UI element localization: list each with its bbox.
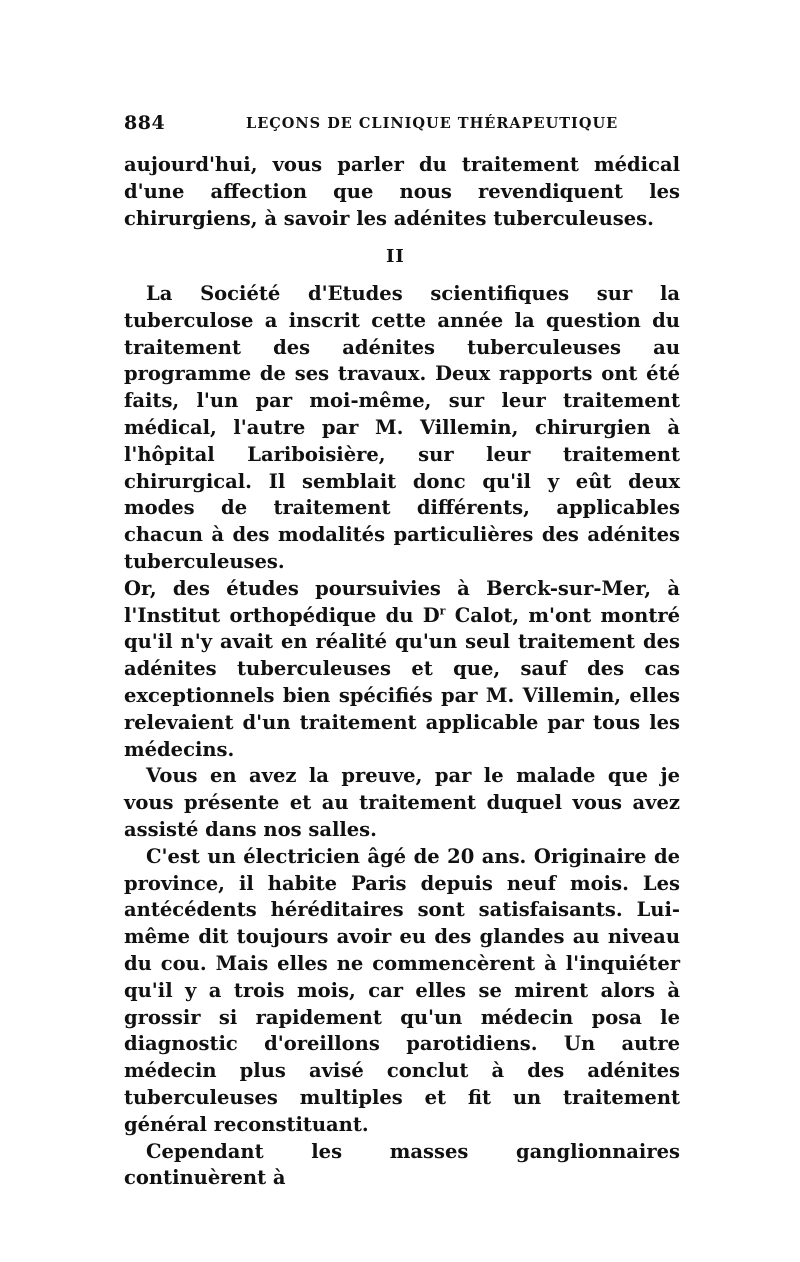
paragraph-cependant: Cependant les masses ganglionnaires continuèrent à	[124, 1139, 680, 1190]
doctor-superscript: r	[439, 604, 446, 618]
paragraph-electricien: C'est un électricien âgé de 20 ans. Originaire de province, il habite Paris depuis neuf mois. Les antécédents héréditaires sont satisfaisants. Lui-même dit toujours avoir eu des glandes au niveau du cou. Mais elles ne commencèrent à l'inquiéter qu'il y a trois mois, car elles se mirent alors à grossir si rapidement qu'un médecin posa le diagnostic d'oreillons parotidiens. Un autre médecin plus avisé conclut à des adénites tuberculeuses multiples et fit un traitement général reconstituant.	[124, 844, 680, 1136]
paragraph-berck	[124, 576, 680, 764]
paragraph-berck-text-1: Or, des études poursuivies à Berck-sur-Mer, à l'Institut orthopédique du D	[124, 576, 680, 627]
paragraph-berck-text-2: Calot, m'ont montré qu'il n'y avait en réalité qu'un seul traitement des adénites tuberculeuses et que, sauf des cas exceptionnels bien spécifiés par M. Villemin, elles relevaient d'un traitement applicable par tous les médecins.	[124, 603, 681, 761]
body-text	[124, 281, 680, 1192]
section-heading: II	[386, 246, 405, 267]
paragraph-continuation: aujourd'hui, vous parler du traitement médical d'une affection que nous revendiquent les chirurgiens, à savoir les adénites tuberculeuses.	[124, 153, 680, 230]
page-number: 884	[124, 112, 166, 134]
paragraph-societe: La Société d'Etudes scientifiques sur la tuberculose a inscrit cette année la question du traitement des adénites tuberculeuses au programme de ses travaux. Deux rapports ont été faits, l'un par moi-même, sur leur traitement médical, l'autre par M. Villemin, chirurgien à l'hôpital Lariboisière, sur leur traitement chirurgical. Il semblait donc qu'il y eût deux modes de traitement différents, applicables chacun à des modalités particulières des adénites tuberculeuses.	[124, 282, 680, 573]
paragraph-preuve: Vous en avez la preuve, par le malade que je vous présente et au traitement duquel vous avez assisté dans nos salles.	[124, 764, 680, 841]
running-head-title: LEÇONS DE CLINIQUE THÉRAPEUTIQUE	[246, 115, 619, 132]
opening-text	[124, 152, 680, 232]
running-head	[124, 112, 680, 142]
